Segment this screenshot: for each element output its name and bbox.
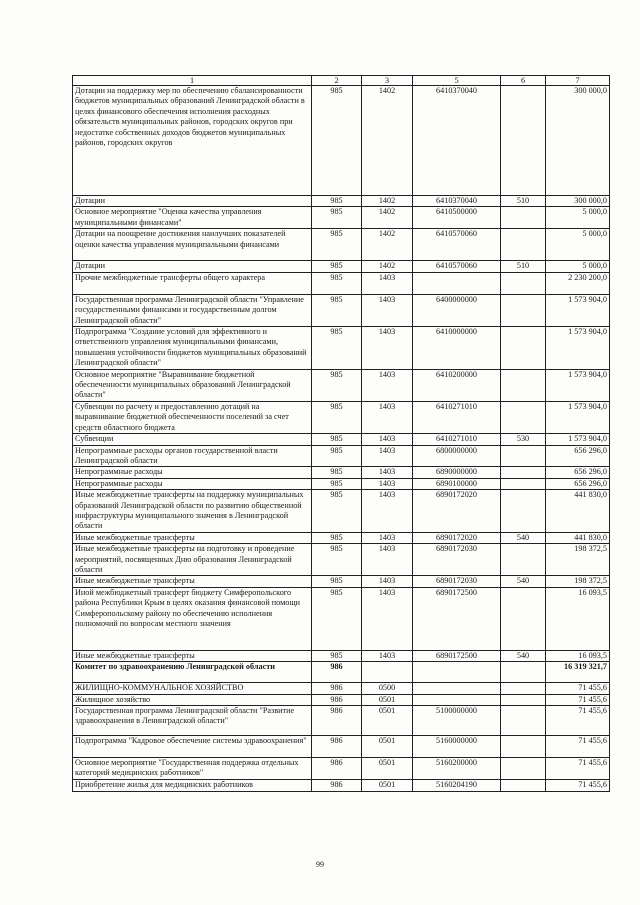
row-section: 1403 [362, 272, 413, 294]
table-row [73, 434, 610, 445]
row-kind [501, 327, 546, 370]
row-code: 986 [312, 780, 362, 792]
table-row [73, 207, 610, 229]
row-amount: 441 830,0 [546, 490, 610, 533]
row-code: 985 [312, 229, 362, 261]
row-name: Дотации на поощрение достижения наилучших показателей оценки качества управления муниципальными финансами [73, 229, 312, 261]
row-target: 6890172500 [413, 650, 501, 661]
row-target: 5100000000 [413, 706, 501, 736]
row-name: Иные межбюджетные трансферты на поддержку муниципальных образований Ленинградской области по развитию общественной инфраструктуры муниципального значения в Ленинградской области [73, 490, 312, 533]
row-name: Основное мероприятие "Оценка качества управления муниципальными финансами" [73, 207, 312, 229]
table-row [73, 369, 610, 401]
row-kind [501, 369, 546, 401]
row-target [413, 694, 501, 705]
row-amount: 656 296,0 [546, 467, 610, 478]
table-row [73, 490, 610, 533]
row-target: 6890172030 [413, 576, 501, 587]
row-amount: 5 000,0 [546, 229, 610, 261]
table-row [73, 736, 610, 758]
row-target: 6890100000 [413, 478, 501, 489]
row-code: 985 [312, 369, 362, 401]
row-target: 6410570060 [413, 229, 501, 261]
row-target: 5160200000 [413, 758, 501, 780]
row-name: Основное мероприятие "Выравнивание бюджетной обеспеченности муниципальных образований Ленинградской области" [73, 369, 312, 401]
row-kind [501, 467, 546, 478]
row-section: 1403 [362, 587, 413, 650]
row-code: 985 [312, 544, 362, 576]
row-kind [501, 683, 546, 694]
row-target: 6410570060 [413, 261, 501, 272]
row-kind [501, 780, 546, 792]
row-code: 986 [312, 736, 362, 758]
row-code: 985 [312, 327, 362, 370]
table-row [73, 683, 610, 694]
row-target: 6890172500 [413, 587, 501, 650]
row-code: 986 [312, 758, 362, 780]
row-code: 985 [312, 478, 362, 489]
row-name: Непрограммные расходы органов государственной власти Ленинградской области [73, 445, 312, 467]
row-name: Жилищное хозяйство [73, 694, 312, 705]
row-target: 6890172020 [413, 532, 501, 543]
row-section: 1403 [362, 434, 413, 445]
row-code: 985 [312, 272, 362, 294]
col-header-section: 3 [362, 76, 413, 86]
table-row [73, 478, 610, 489]
table-row [73, 544, 610, 576]
row-target: 6410271010 [413, 434, 501, 445]
page-number: 99 [316, 860, 324, 869]
row-amount: 5 000,0 [546, 207, 610, 229]
row-name: Непрограммные расходы [73, 467, 312, 478]
row-name: Дотации на поддержку мер по обеспечению сбалансированности бюджетов муниципальных образований Ленинградской области в целях финансового обеспечения исполнения расходных обязательств муниципальных районов, городских округов при недостатке собственных доходов бюджетов муниципальных районов, городских округов [73, 86, 312, 196]
table-row [73, 401, 610, 433]
row-code: 985 [312, 490, 362, 533]
row-amount: 2 230 200,0 [546, 272, 610, 294]
row-section: 1402 [362, 207, 413, 229]
row-kind [501, 490, 546, 533]
row-kind [501, 694, 546, 705]
row-name: Прочие межбюджетные трансферты общего характера [73, 272, 312, 294]
row-amount: 1 573 904,0 [546, 401, 610, 433]
table-row [73, 196, 610, 207]
row-section: 1403 [362, 478, 413, 489]
row-section: 0501 [362, 736, 413, 758]
col-header-name: 1 [73, 76, 312, 86]
row-amount: 16 093,5 [546, 650, 610, 661]
row-kind [501, 662, 546, 683]
row-target: 6410271010 [413, 401, 501, 433]
row-amount: 441 830,0 [546, 532, 610, 543]
row-amount: 16 319 321,7 [546, 662, 610, 683]
row-kind [501, 294, 546, 326]
row-amount: 71 455,6 [546, 780, 610, 792]
row-kind [501, 758, 546, 780]
table-row [73, 327, 610, 370]
row-name: Подпрограмма "Кадровое обеспечение системы здравоохранения" [73, 736, 312, 758]
row-code: 985 [312, 86, 362, 196]
row-target: 6410500000 [413, 207, 501, 229]
table-row [73, 294, 610, 326]
row-section: 1403 [362, 576, 413, 587]
row-section: 1402 [362, 229, 413, 261]
row-name: Субвенции по расчету и предоставлению дотаций на выравнивание бюджетной обеспеченности поселений за счет средств областного бюджета [73, 401, 312, 433]
row-code: 986 [312, 694, 362, 705]
row-name: Подпрограмма "Создание условий для эффективного и ответственного управления муниципальными финансами, повышения устойчивости бюджетов муниципальных образований Ленинградской области" [73, 327, 312, 370]
row-amount: 71 455,6 [546, 694, 610, 705]
row-amount: 198 372,5 [546, 576, 610, 587]
row-kind [501, 478, 546, 489]
row-name: Комитет по здравоохранению Ленинградской области [73, 662, 312, 683]
table-row [73, 445, 610, 467]
row-name: Непрограммные расходы [73, 478, 312, 489]
row-name: Иной межбюджетный трансферт бюджету Симферопольского района Республики Крым в целях оказания финансовой помощи Симферопольскому району по обеспечению исполнения полномочий по вопросам местного значения [73, 587, 312, 650]
row-amount: 71 455,6 [546, 706, 610, 736]
row-kind: 510 [501, 261, 546, 272]
row-amount: 1 573 904,0 [546, 369, 610, 401]
row-amount: 1 573 904,0 [546, 294, 610, 326]
row-code: 985 [312, 576, 362, 587]
row-kind [501, 207, 546, 229]
row-target: 6890000000 [413, 467, 501, 478]
row-target: 5160204190 [413, 780, 501, 792]
row-kind [501, 401, 546, 433]
table-row [73, 662, 610, 683]
row-section: 1402 [362, 86, 413, 196]
row-kind [501, 587, 546, 650]
row-name: Иные межбюджетные трансферты [73, 576, 312, 587]
row-code: 985 [312, 445, 362, 467]
col-header-code: 2 [312, 76, 362, 86]
table-row [73, 532, 610, 543]
row-section: 0501 [362, 706, 413, 736]
row-code: 985 [312, 196, 362, 207]
row-code: 985 [312, 261, 362, 272]
table-row [73, 576, 610, 587]
row-target [413, 662, 501, 683]
row-kind [501, 445, 546, 467]
row-section: 1403 [362, 467, 413, 478]
row-code: 986 [312, 683, 362, 694]
row-section: 1403 [362, 401, 413, 433]
row-name: Государственная программа Ленинградской области "Управление государственными финансами и государственным долгом Ленинградской области" [73, 294, 312, 326]
row-name: Дотации [73, 196, 312, 207]
row-amount: 71 455,6 [546, 758, 610, 780]
row-code: 985 [312, 650, 362, 661]
row-kind: 540 [501, 532, 546, 543]
row-amount: 656 296,0 [546, 478, 610, 489]
row-section [362, 662, 413, 683]
table-row [73, 86, 610, 196]
row-amount: 1 573 904,0 [546, 327, 610, 370]
col-header-amount: 7 [546, 76, 610, 86]
row-name: Дотации [73, 261, 312, 272]
row-name: Приобретение жилья для медицинских работников [73, 780, 312, 792]
row-section: 1403 [362, 532, 413, 543]
row-name: Иные межбюджетные трансферты [73, 532, 312, 543]
row-section: 0501 [362, 694, 413, 705]
row-section: 1402 [362, 196, 413, 207]
row-section: 1403 [362, 369, 413, 401]
row-code: 985 [312, 434, 362, 445]
row-kind: 530 [501, 434, 546, 445]
row-code: 985 [312, 532, 362, 543]
row-section: 0500 [362, 683, 413, 694]
row-section: 1403 [362, 544, 413, 576]
row-target: 6410000000 [413, 327, 501, 370]
row-target: 5160000000 [413, 736, 501, 758]
row-kind: 540 [501, 650, 546, 661]
row-code: 985 [312, 294, 362, 326]
row-code: 985 [312, 587, 362, 650]
row-name: Субвенции [73, 434, 312, 445]
table-row [73, 229, 610, 261]
row-amount: 5 000,0 [546, 261, 610, 272]
row-name: Основное мероприятие "Государственная поддержка отдельных категорий медицинских работников" [73, 758, 312, 780]
row-kind [501, 229, 546, 261]
row-code: 985 [312, 207, 362, 229]
row-section: 1403 [362, 294, 413, 326]
row-amount: 1 573 904,0 [546, 434, 610, 445]
table-row [73, 587, 610, 650]
row-kind [501, 706, 546, 736]
row-section: 0501 [362, 780, 413, 792]
row-target: 6800000000 [413, 445, 501, 467]
table-body [73, 86, 610, 792]
row-section: 1403 [362, 490, 413, 533]
row-code: 986 [312, 662, 362, 683]
row-target: 6890172020 [413, 490, 501, 533]
row-target: 6890172030 [413, 544, 501, 576]
row-kind [501, 272, 546, 294]
row-name: Иные межбюджетные трансферты на подготовку и проведение мероприятий, посвященных Дню образования Ленинградской области [73, 544, 312, 576]
table-row [73, 758, 610, 780]
row-target [413, 272, 501, 294]
row-amount: 300 000,0 [546, 196, 610, 207]
row-amount: 198 372,5 [546, 544, 610, 576]
row-section: 1403 [362, 445, 413, 467]
row-code: 985 [312, 467, 362, 478]
table-row [73, 694, 610, 705]
row-target: 6410370040 [413, 196, 501, 207]
row-target: 6400000000 [413, 294, 501, 326]
row-target: 6410200000 [413, 369, 501, 401]
row-kind [501, 736, 546, 758]
table-row [73, 780, 610, 792]
row-amount: 71 455,6 [546, 736, 610, 758]
row-name: Иные межбюджетные трансферты [73, 650, 312, 661]
row-section: 1403 [362, 327, 413, 370]
row-kind: 540 [501, 576, 546, 587]
table-row [73, 706, 610, 736]
row-name: Государственная программа Ленинградской области "Развитие здравоохранения в Ленинградской области" [73, 706, 312, 736]
row-name: ЖИЛИЩНО-КОММУНАЛЬНОЕ ХОЗЯЙСТВО [73, 683, 312, 694]
row-code: 986 [312, 706, 362, 736]
table-row [73, 261, 610, 272]
table-row [73, 650, 610, 661]
row-target: 6410370040 [413, 86, 501, 196]
budget-table [72, 75, 610, 792]
col-header-target: 5 [413, 76, 501, 86]
row-section: 1403 [362, 650, 413, 661]
row-section: 0501 [362, 758, 413, 780]
table-row [73, 272, 610, 294]
row-kind: 510 [501, 196, 546, 207]
row-amount: 16 093,5 [546, 587, 610, 650]
row-target [413, 683, 501, 694]
row-amount: 656 296,0 [546, 445, 610, 467]
row-amount: 300 000,0 [546, 86, 610, 196]
row-kind [501, 544, 546, 576]
row-amount: 71 455,6 [546, 683, 610, 694]
col-header-kind: 6 [501, 76, 546, 86]
row-section: 1402 [362, 261, 413, 272]
row-code: 985 [312, 401, 362, 433]
row-kind [501, 86, 546, 196]
table-row [73, 467, 610, 478]
table-header-row [73, 76, 610, 86]
